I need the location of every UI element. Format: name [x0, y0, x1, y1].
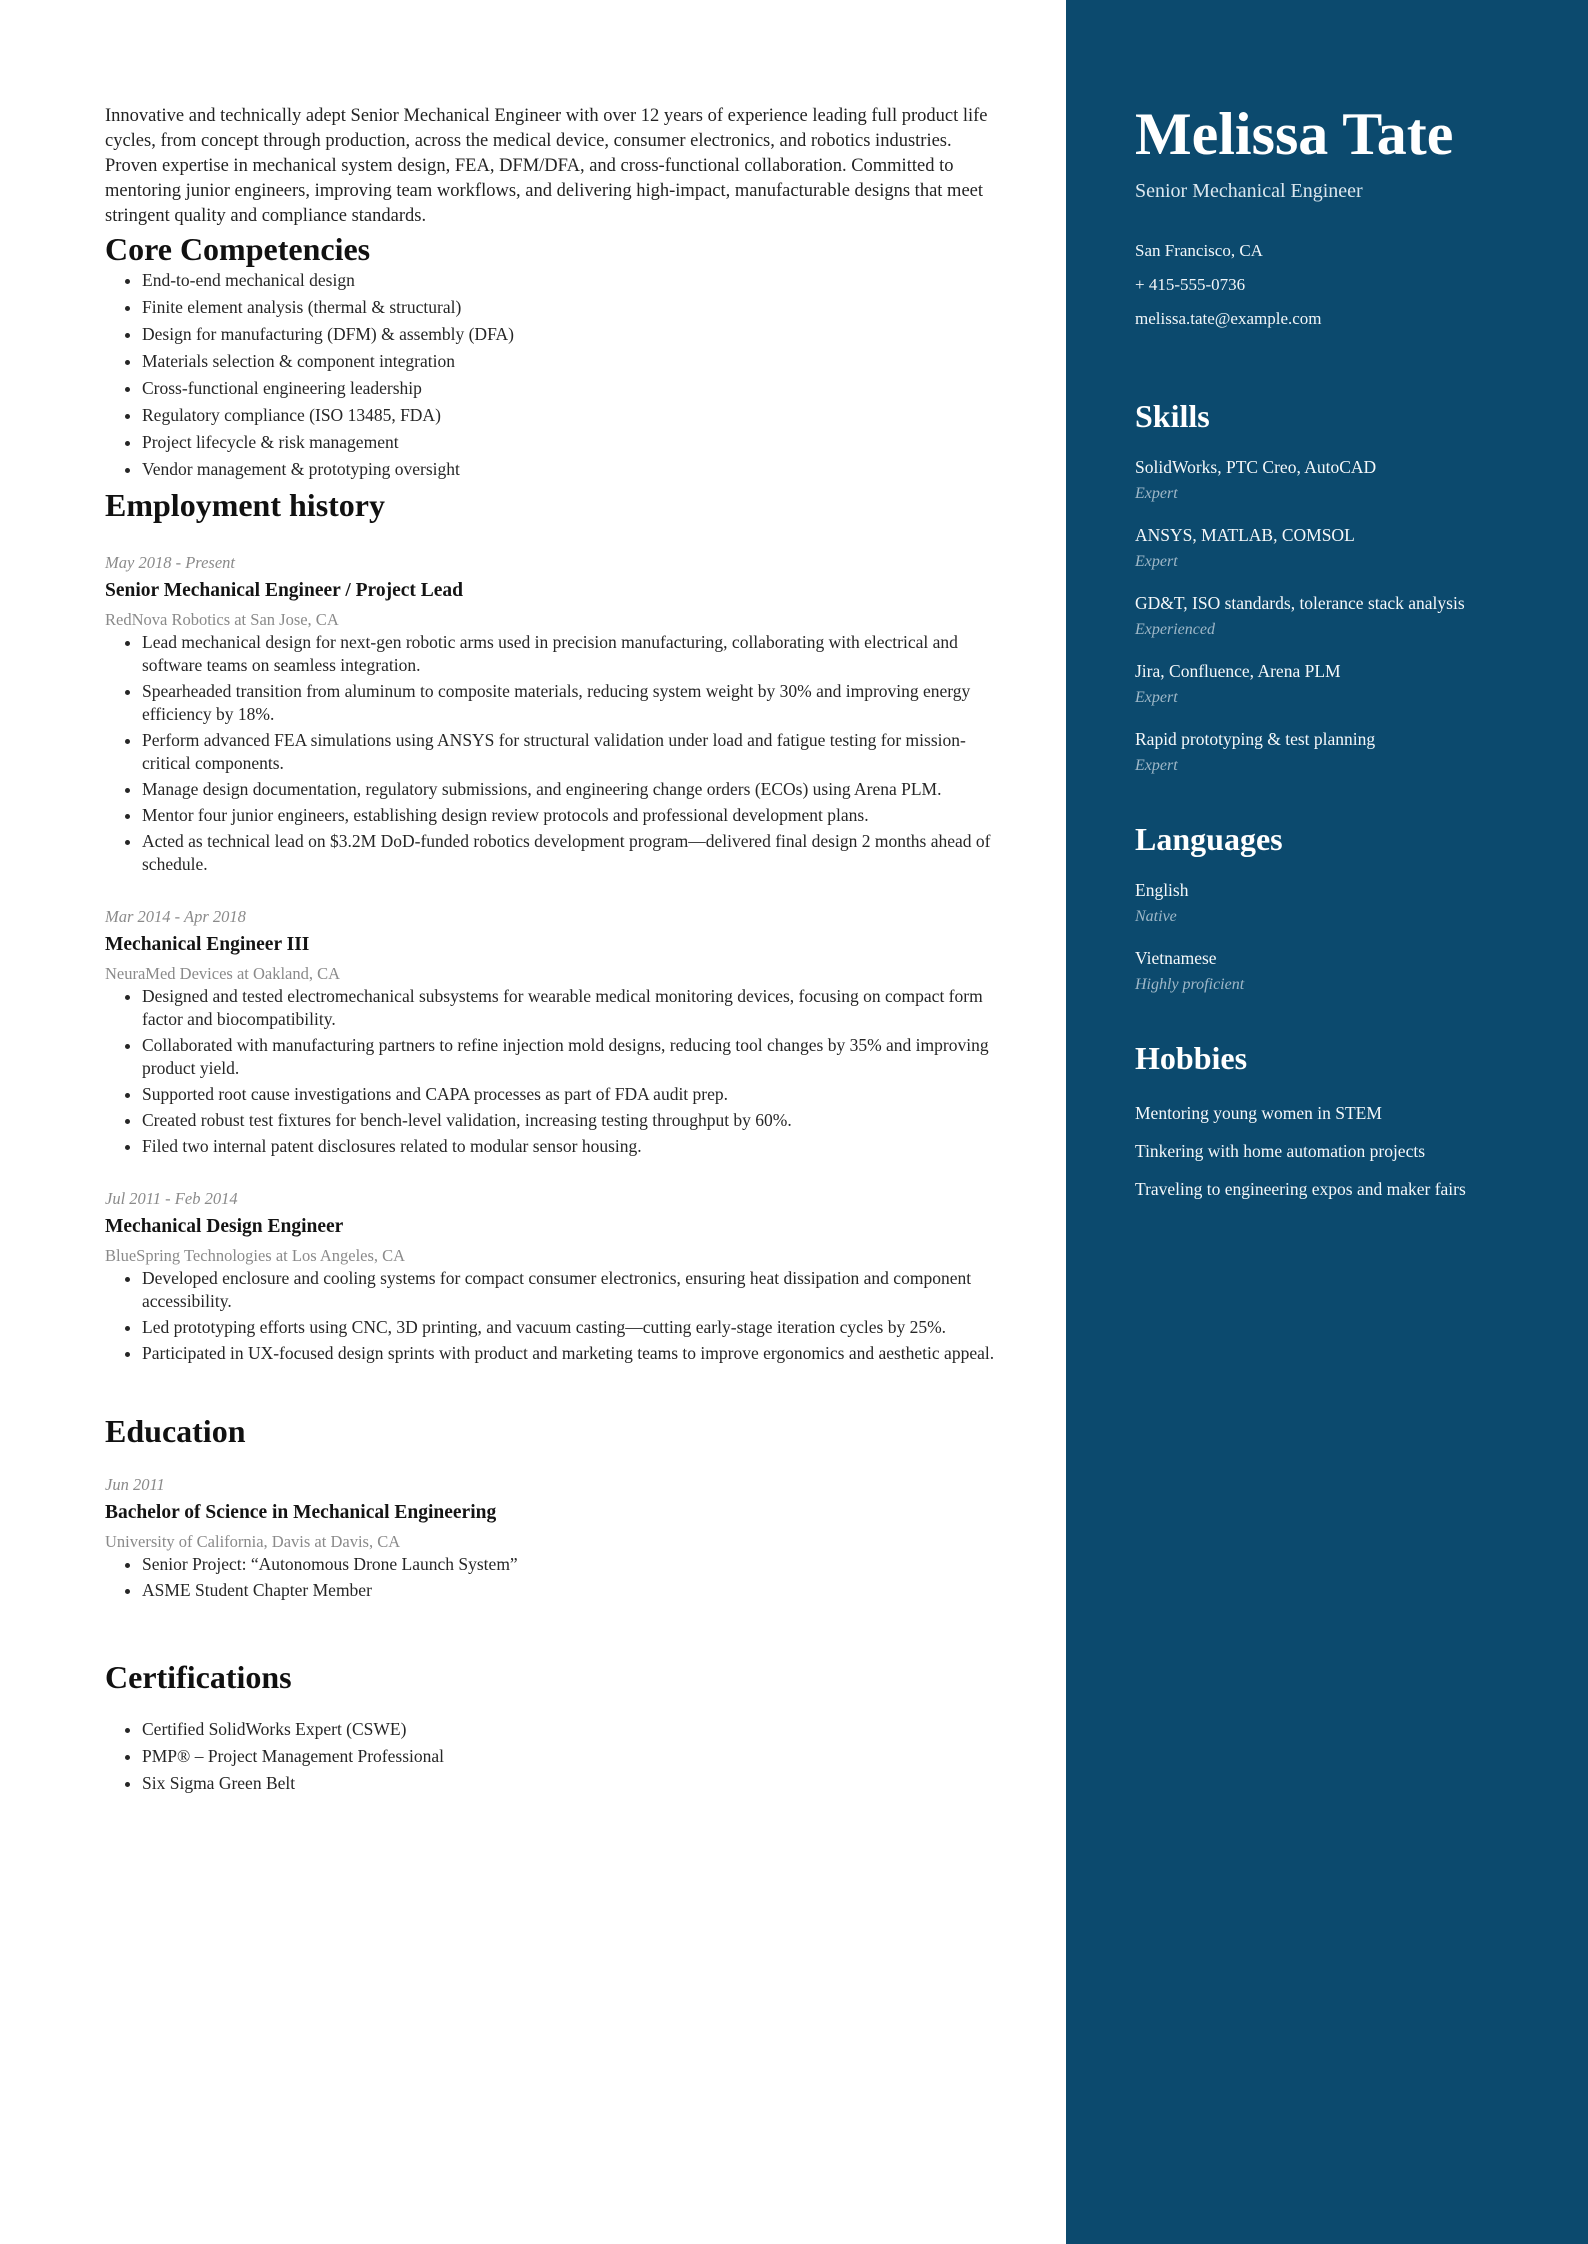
- skill-item: [1135, 456, 1548, 505]
- contact-block: [1135, 240, 1548, 330]
- skill-name: GD&T, ISO standards, tolerance stack analysis: [1135, 593, 1465, 613]
- competencies-heading: Core Competencies: [105, 231, 371, 267]
- list-item: • Supported root cause investigations and CAPA processes as part of FDA audit prep.: [142, 1083, 1006, 1106]
- skill-level: Expert: [1135, 485, 1178, 502]
- skill-item: [1135, 660, 1548, 709]
- education-heading: Education: [105, 1413, 246, 1449]
- list-item: • Lead mechanical design for next-gen robotic arms used in precision manufacturing, collaborating with electrical and software teams on seamless integration.: [142, 631, 1006, 677]
- list-item: • Six Sigma Green Belt: [142, 1772, 1006, 1795]
- hobbies-heading: Hobbies: [1135, 1040, 1248, 1076]
- job-entry: [105, 552, 1006, 876]
- job-organization: BlueSpring Technologies at Los Angeles, CA: [105, 1246, 406, 1265]
- list-item: • Cross-functional engineering leadership: [142, 377, 1006, 400]
- skill-item: [1135, 592, 1548, 641]
- list-item: • Project lifecycle & risk management: [142, 431, 1006, 454]
- hobby-item: Traveling to engineering expos and maker fairs: [1135, 1179, 1466, 1199]
- job-bullets: [105, 1267, 1006, 1365]
- certifications-list: [105, 1718, 1006, 1795]
- skill-level: Expert: [1135, 757, 1178, 774]
- list-item: • PMP® – Project Management Professional: [142, 1745, 1006, 1768]
- certifications-heading: Certifications: [105, 1659, 292, 1695]
- skill-name: ANSYS, MATLAB, COMSOL: [1135, 525, 1355, 545]
- hobbies-list: [1135, 1102, 1548, 1200]
- list-item: • End-to-end mechanical design: [142, 269, 1006, 292]
- job-date: May 2018 - Present: [105, 553, 235, 572]
- skill-name: Rapid prototyping & test planning: [1135, 729, 1376, 749]
- language-level: Native: [1135, 908, 1177, 925]
- skill-level: Experienced: [1135, 621, 1215, 638]
- job-date: Jul 2011 - Feb 2014: [105, 1189, 238, 1208]
- job-date: Mar 2014 - Apr 2018: [105, 907, 246, 926]
- skill-item: [1135, 728, 1548, 777]
- list-item: • Finite element analysis (thermal & structural): [142, 296, 1006, 319]
- job-organization: NeuraMed Devices at Oakland, CA: [105, 964, 341, 983]
- list-item: • Vendor management & prototyping oversight: [142, 458, 1006, 481]
- list-item: • Filed two internal patent disclosures related to modular sensor housing.: [142, 1135, 1006, 1158]
- hobby-item: Mentoring young women in STEM: [1135, 1103, 1382, 1123]
- languages-heading: Languages: [1135, 821, 1283, 857]
- contact-email[interactable]: melissa.tate@example.com: [1135, 309, 1322, 328]
- list-item: • Certified SolidWorks Expert (CSWE): [142, 1718, 1006, 1741]
- job-title: Mechanical Engineer III: [105, 934, 310, 955]
- skill-item: [1135, 524, 1548, 573]
- list-item: • Created robust test fixtures for bench-level validation, increasing testing throughput by 60%.: [142, 1109, 1006, 1132]
- candidate-name: Melissa Tate: [1135, 101, 1454, 167]
- language-level: Highly proficient: [1135, 976, 1245, 993]
- contact-location: San Francisco, CA: [1135, 241, 1263, 260]
- list-item: • Led prototyping efforts using CNC, 3D printing, and vacuum casting—cutting early-stage iteration cycles by 25%.: [142, 1316, 1006, 1339]
- list-item: • Spearheaded transition from aluminum to composite materials, reducing system weight by 30% and improving energy efficiency by 18%.: [142, 680, 1006, 726]
- job-bullets: [105, 985, 1006, 1158]
- job-organization: RedNova Robotics at San Jose, CA: [105, 610, 339, 629]
- list-item: • Acted as technical lead on $3.2M DoD-funded robotics development program—delivered final design 2 months ahead of schedule.: [142, 830, 1006, 876]
- list-item: • Materials selection & component integration: [142, 350, 1006, 373]
- competencies-list: [105, 269, 1006, 481]
- language-name: Vietnamese: [1135, 948, 1217, 968]
- hobby-item: Tinkering with home automation projects: [1135, 1141, 1426, 1161]
- list-item: • Manage design documentation, regulatory submissions, and engineering change orders (ECOs) using Arena PLM.: [142, 778, 1006, 801]
- job-bullets: [105, 631, 1006, 876]
- education-entry: [105, 1474, 1006, 1602]
- education-date: Jun 2011: [105, 1475, 165, 1494]
- language-item: [1135, 879, 1548, 928]
- list-item: • Collaborated with manufacturing partners to refine injection mold designs, reducing tool changes by 35% and improving product yield.: [142, 1034, 1006, 1080]
- skill-name: SolidWorks, PTC Creo, AutoCAD: [1135, 457, 1377, 477]
- job-entry: [105, 906, 1006, 1158]
- list-item: • Designed and tested electromechanical subsystems for wearable medical monitoring devices, focusing on compact form factor and biocompatibility.: [142, 985, 1006, 1031]
- list-item: • Senior Project: “Autonomous Drone Launch System”: [142, 1553, 1006, 1576]
- list-item: • Design for manufacturing (DFM) & assembly (DFA): [142, 323, 1006, 346]
- list-item: • ASME Student Chapter Member: [142, 1579, 1006, 1602]
- skills-list: [1135, 456, 1548, 777]
- list-item: • Regulatory compliance (ISO 13485, FDA): [142, 404, 1006, 427]
- list-item: • Participated in UX-focused design sprints with product and marketing teams to improve ergonomics and aesthetic appeal.: [142, 1342, 1006, 1365]
- list-item: • Mentor four junior engineers, establishing design review protocols and professional development plans.: [142, 804, 1006, 827]
- skill-name: Jira, Confluence, Arena PLM: [1135, 661, 1341, 681]
- skill-level: Expert: [1135, 689, 1178, 706]
- list-item: • Developed enclosure and cooling systems for compact consumer electronics, ensuring heat dissipation and component accessibility.: [142, 1267, 1006, 1313]
- list-item: • Perform advanced FEA simulations using ANSYS for structural validation under load and fatigue testing for mission-critical components.: [142, 729, 1006, 775]
- candidate-role: Senior Mechanical Engineer: [1135, 180, 1363, 202]
- education-bullets: [105, 1553, 1006, 1602]
- education-degree: Bachelor of Science in Mechanical Engineering: [105, 1502, 497, 1523]
- sidebar: [1066, 0, 1588, 2244]
- skills-heading: Skills: [1135, 398, 1210, 434]
- education-school: University of California, Davis at Davis, CA: [105, 1532, 401, 1551]
- job-title: Senior Mechanical Engineer / Project Lead: [105, 580, 463, 601]
- languages-list: [1135, 879, 1548, 996]
- job-title: Mechanical Design Engineer: [105, 1216, 344, 1237]
- profile-summary: Innovative and technically adept Senior Mechanical Engineer with over 12 years of experience leading full product life cycles, from concept through production, across the medical device, consumer electronics, and robotics industries. Proven expertise in mechanical system design, FEA, DFM/DFA, and cross-functional collaboration. Committed to mentoring junior engineers, improving team workflows, and delivering high-impact, manufacturable designs that meet stringent quality and compliance standards.: [105, 106, 988, 226]
- job-entry: [105, 1188, 1006, 1365]
- employment-heading: Employment history: [105, 487, 385, 523]
- language-name: English: [1135, 880, 1189, 900]
- skill-level: Expert: [1135, 553, 1178, 570]
- language-item: [1135, 947, 1548, 996]
- contact-phone: + 415-555-0736: [1135, 275, 1246, 294]
